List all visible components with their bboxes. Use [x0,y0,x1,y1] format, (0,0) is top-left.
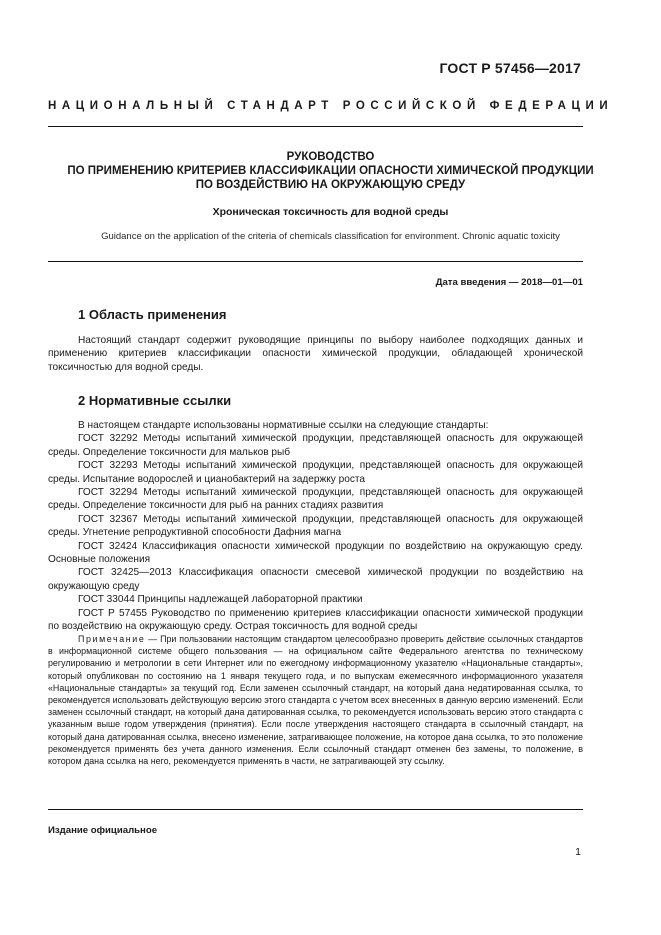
page-number: 1 [575,846,581,858]
section-1-text: Настоящий стандарт содержит руководящие принципы по выбору наиболее подходящих данных и применению критериев классификации опасности химической продукции, обладающей хронической токсичностью для водной среды. [48,335,583,373]
title-line-1: РУКОВОДСТВО [286,151,375,163]
reference-item: ГОСТ 32293 Методы испытаний химической продукции, представляющей опасность для окружающей среды. Испытание водорослей и цианобактерий на задержку роста [48,460,583,485]
document-subtitle: Хроническая токсичность для водной среды [212,206,449,218]
introduction-date: Дата введения — 2018—01—01 [435,277,583,288]
reference-item: ГОСТ 32425—2013 Классификация опасности смесевой химической продукции по воздействию на окружающую среду [48,567,583,592]
english-title: Guidance on the application of the criteria of chemicals classification for environment. Chronic aquatic toxicity [101,231,560,242]
reference-note [48,633,583,767]
note-paragraph [48,633,583,767]
title-divider [48,261,583,262]
section-1-heading: 1 Область применения [78,307,227,322]
section-1-body [48,334,583,374]
reference-item: ГОСТ 32292 Методы испытаний химической продукции, представляющей опасность для окружающей среды. Определение токсичности для мальков рыб [48,433,583,458]
reference-item: ГОСТ 32367 Методы испытаний химической продукции, представляющей опасность для окружающей среды. Угнетение репродуктивной способности Дафния магна [48,513,583,539]
section-2-heading: 2 Нормативные ссылки [78,393,232,408]
national-standard-banner: НАЦИОНАЛЬНЫЙ СТАНДАРТ РОССИЙСКОЙ ФЕДЕРАЦИИ [48,100,614,112]
title-line-2: ПО ПРИМЕНЕНИЮ КРИТЕРИЕВ КЛАССИФИКАЦИИ ОПАСНОСТИ ХИМИЧЕСКОЙ ПРОДУКЦИИ [67,165,594,177]
title-line-3: ПО ВОЗДЕЙСТВИЮ НА ОКРУЖАЮЩУЮ СРЕДУ [195,179,466,191]
reference-item: ГОСТ 32294 Методы испытаний химической продукции, представляющей опасность для окружающей среды. Определение токсичности для рыб на ранних стадиях развития [48,487,583,512]
official-edition-label: Издание официальное [48,825,158,836]
document-title [48,150,613,192]
note-text: — При пользовании настоящим стандартом целесообразно проверить действие ссылочных стандартов в информационной системе общего пользования — на официальном сайте Федерального агентства по техническому регулированию и метрологии в сети Интернет или по ежегодному информационному указателю «Национальные стандарты», который опубликован по состоянию на 1 января текущего года, и по выпускам ежемесячного информационного указателя «Национальные стандарты» за текущий год. Если заменен ссылочный стандарт, на который дана недатированная ссылка, то рекомендуется использовать действующую версию этого стандарта с учетом всех внесенных в данную версию изменений. Если заменен ссылочный стандарт, на который дана датированная ссылка, то рекомендуется использовать версию этого стандарта с указанным выше годом утверждения (принятия). Если после утверждения настоящего стандарта в ссылочный стандарт, на который дана датированная ссылка, внесено изменение, затрагивающее положение, на которое дана ссылка, то это положение рекомендуется применять без учета данного изменения. Если ссылочный стандарт отменен без замены, то положение, в котором дана ссылка на него, рекомендуется применять в части, не затрагивающей эту ссылку. [48,634,583,767]
section-2-body [48,419,583,634]
note-label: Примечание [78,634,146,644]
reference-item: ГОСТ 33044 Принципы надлежащей лабораторной практики [78,594,363,606]
reference-item: ГОСТ 32424 Классификация опасности химической продукции по воздействию на окружающую среду. Основные положения [48,540,583,566]
reference-item: ГОСТ Р 57455 Руководство по применению критериев классификации опасности химической продукции по воздействию на окружающую среду. Острая токсичность для водной среды [48,607,583,633]
top-divider [48,126,583,127]
footer-divider [48,809,583,810]
standard-code: ГОСТ Р 57456—2017 [439,60,581,76]
section-2-intro: В настоящем стандарте использованы нормативные ссылки на следующие стандарты: [78,420,489,431]
